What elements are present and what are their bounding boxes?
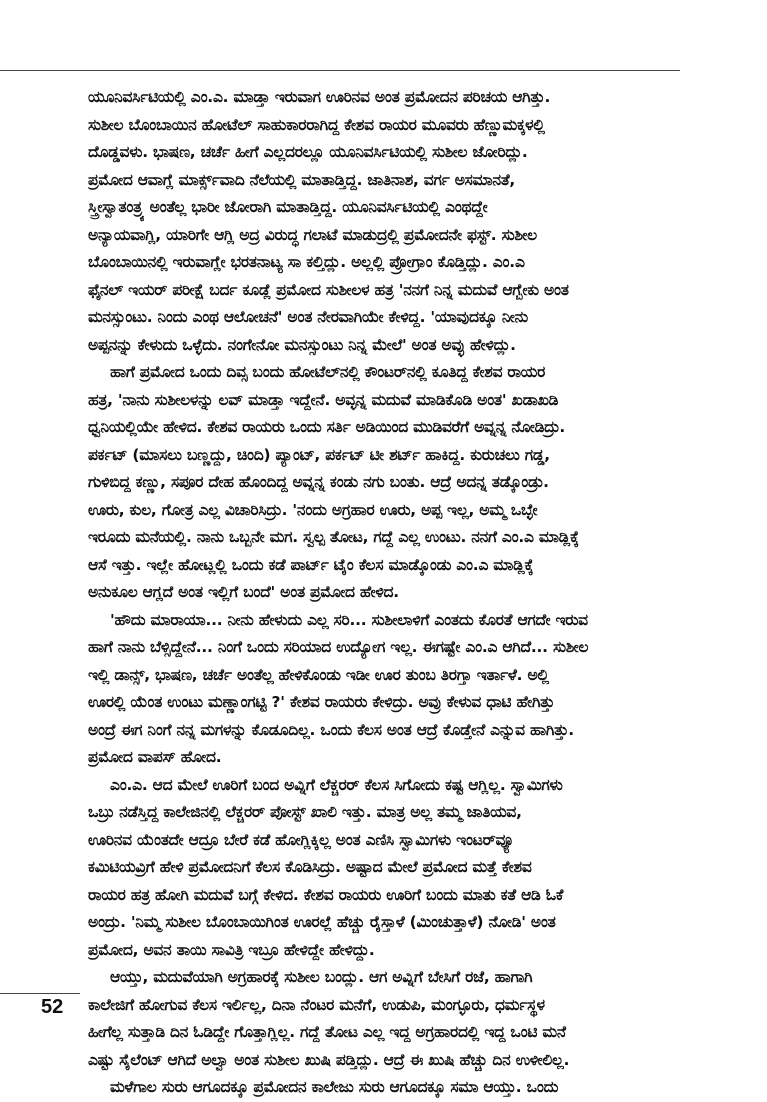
text-line: ಊರಿನವ ಯೆಂತದೇ ಆದ್ರೂ ಬೇರೆ ಕಡೆ ಹೋಗ್ಲಿಕ್ಕಿಲ್ಲ ಅಂತ ಎಣಿಸಿ ಸ್ವಾಮಿಗಳು ಇಂಟರ್‌ವ್ಯೂ (88, 830, 515, 849)
text-line: ಧ್ವನಿಯಲ್ಲಿಯೇ ಹೇಳಿದ. ಕೇಶವ ರಾಯರು ಒಂದು ಸರ್ತಿ ಅಡಿಯಿಂದ ಮುಡಿವರೆಗೆ ಅವ್ನನ್ನ ನೋಡಿದ್ರು. (88, 418, 566, 436)
text-line: ಕಮಿಟಿಯವ್ರಿಗೆ ಹೇಳಿ ಪ್ರಮೋದನಿಗೆ ಕೆಲಸ ಕೊಡಿಸಿದ್ರು. ಅಷ್ಟಾದ ಮೇಲೆ ಪ್ರಮೋದ ಮತ್ತೆ ಕೇಶವ (88, 858, 532, 876)
text-line: ಇರೂದು ಮನೆಯಲ್ಲಿ. ನಾನು ಒಬ್ಬನೇ ಮಗ. ಸ್ವಲ್ಪ ತೋಟ, ಗದ್ದೆ ಎಲ್ಲ ಉಂಟು. ನನಗೆ ಎಂ.ಎ ಮಾಡ್ಲಿಕ್ಕೆ (88, 528, 579, 546)
text-line: ಅಂದ್ರು. 'ನಿಮ್ಮ ಸುಶೀಲ ಬೊಂಬಾಯಿಗಿಂತ ಊರಲ್ಲೆ ಹೆಚ್ಚು ರೈಸ್ತಾಳೆ (ಮಿಂಚುತ್ತಾಳೆ) ನೋಡಿ' ಅಂತ (88, 913, 556, 931)
footer-rule (0, 993, 80, 994)
text-line: ಅಂದ್ರೆ ಈಗ ನಿಂಗೆ ನನ್ನ ಮಗಳನ್ನು ಕೊಡೂದಿಲ್ಲ. ಒಂದು ಕೆಲಸ ಅಂತ ಆದ್ರೆ ಕೊಡ್ತೇನೆ ಎನ್ನುವ ಹಾಗಿತ್ತು. (88, 720, 574, 739)
text-line: ಹೀಗೆಲ್ಲ ಸುತ್ತಾಡಿ ದಿನ ಓಡಿದ್ದೇ ಗೊತ್ತಾಗ್ಲಿಲ್ಲ. ಗದ್ದೆ ತೋಟ ಎಲ್ಲ ಇದ್ದ ಅಗ್ರಹಾರದಲ್ಲಿ ಇದ್ದ ಒಂಟಿ ಮನೆ (88, 1023, 566, 1041)
body-text (88, 84, 680, 1102)
text-line: ಆಯ್ತು, ಮದುವೆಯಾಗಿ ಅಗ್ರಹಾರಕ್ಕೆ ಸುಶೀಲ ಬಂದ್ಲು. ಆಗ ಅವ್ನಿಗೆ ಬೇಸಿಗೆ ರಜೆ, ಹಾಗಾಗಿ (110, 968, 533, 986)
text-line: ಮನಸ್ಸುಂಟು. ನಿಂದು ಎಂಥ ಆಲೋಚನೆ' ಅಂತ ನೇರವಾಗಿಯೇ ಕೇಳಿದ್ದ. 'ಯಾವುದಕ್ಕೂ ನೀನು (88, 308, 528, 326)
text-line: ಆಸೆ ಇತ್ತು. ಇಲ್ಲೇ ಹೋಟ್ಲಲ್ಲಿ ಒಂದು ಕಡೆ ಪಾರ್ಟ್ ಟೈಂ ಕೆಲಸ ಮಾಡ್ಕೊಂಡು ಎಂ.ಎ ಮಾಡ್ಲಿಕ್ಕೆ (88, 555, 534, 574)
text-line: ಊರಲ್ಲಿ ಯೆಂತ ಉಂಟು ಮಣ್ಣಾಂಗಟ್ಟಿ ?' ಕೇಶವ ರಾಯರು ಕೇಳಿದ್ರು. ಅವ್ರು ಕೇಳುವ ಧಾಟಿ ಹೇಗಿತ್ತು (88, 693, 555, 711)
text-line: ಪ್ರಮೋದ ಆವಾಗ್ಲೆ ಮಾರ್ಕ್ಸ್‌ವಾದಿ ನೆಲೆಯಲ್ಲಿ ಮಾತಾಡ್ತಿದ್ದ. ಜಾತಿನಾಶ, ವರ್ಗ ಅಸಮಾನತೆ, (88, 170, 516, 189)
text-line: ಊರು, ಕುಲ, ಗೋತ್ರ ಎಲ್ಲ ವಿಚಾರಿಸಿದ್ರು. 'ನಂದು ಅಗ್ರಹಾರ ಊರು, ಅಪ್ಪ ಇಲ್ಲ, ಅಮ್ಮ ಒಬ್ಳೇ (88, 500, 538, 519)
text-line: ಗುಳಿಬಿದ್ದ ಕಣ್ಣು, ಸಪೂರ ದೇಹ ಹೊಂದಿದ್ದ ಅವ್ನನ್ನ ಕಂಡು ನಗು ಬಂತು. ಆದ್ರೆ ಅದನ್ನ ತಡ್ಕೊಂಡ್ರು. (88, 473, 549, 491)
text-line: ಸುಶೀಲ ಬೊಂಬಾಯಿನ ಹೋಟೆಲ್ ಸಾಹುಕಾರರಾಗಿದ್ದ ಕೇಶವ ರಾಯರ ಮೂವರು ಹೆಣ್ಣುಮಕ್ಕಳಲ್ಲಿ (88, 115, 545, 134)
text-line: ದೊಡ್ಡವಳು. ಭಾಷಣ, ಚರ್ಚೆ ಹೀಗೆ ಎಲ್ಲದರಲ್ಲೂ ಯೂನಿವರ್ಸಿಟಿಯಲ್ಲಿ ಸುಶೀಲ ಜೋರಿದ್ಲು. (88, 143, 528, 161)
page-number: 52 (41, 996, 64, 1018)
top-rule (0, 70, 680, 71)
text-line: ಎಂ.ಎ. ಆದ ಮೇಲೆ ಊರಿಗೆ ಬಂದ ಅವ್ನಿಗೆ ಲೆಕ್ಚರರ್ ಕೆಲಸ ಸಿಗೋದು ಕಷ್ಟ ಆಗ್ಲಿಲ್ಲ. ಸ್ವಾಮಿಗಳು (110, 775, 563, 794)
text-line: 'ಹೌದು ಮಾರಾಯಾ... ನೀನು ಹೇಳುದು ಎಲ್ಲ ಸರಿ... ಸುಶೀಲಾಳಿಗೆ ಎಂತದು ಕೊರತೆ ಆಗದೇ ಇರುವ (110, 610, 588, 629)
text-line: ಹಾಗೆ ನಾನು ಬೆಳ್ಸಿದ್ದೇನೆ... ನಿಂಗೆ ಒಂದು ಸರಿಯಾದ ಉದ್ಯೋಗ ಇಲ್ಲ. ಈಗಷ್ಟೇ ಎಂ.ಎ ಆಗಿದೆ... ಸುಶೀಲ (88, 638, 589, 656)
text-line: ಪರ್ಕಟ್ (ಮಾಸಲು ಬಣ್ಣದ್ದು, ಚಿಂದಿ) ಪ್ಯಾಂಟ್, ಪರ್ಕಟ್ ಟೀ ಶರ್ಟ್ ಹಾಕಿದ್ದ. ಕುರುಚಲು ಗಡ್ಡ, (88, 445, 550, 464)
text-line: ರಾಯರ ಹತ್ರ ಹೋಗಿ ಮದುವೆ ಬಗ್ಗೆ ಕೇಳಿದ. ಕೇಶವ ರಾಯರು ಊರಿಗೆ ಬಂದು ಮಾತು ಕತೆ ಆಡಿ ಓಕೆ (88, 885, 564, 904)
text-line: ಅನ್ಯಾಯವಾಗ್ಲಿ, ಯಾರಿಗೇ ಆಗ್ಲಿ ಅದ್ರ ವಿರುದ್ಧ ಗಲಾಟೆ ಮಾಡುದ್ರಲ್ಲಿ ಪ್ರಮೋದನೇ ಫಸ್ಟ್. ಸುಶೀಲ (88, 225, 537, 244)
text-line: ಬೊಂಬಾಯಿನಲ್ಲಿ ಇರುವಾಗ್ಲೇ ಭರತನಾಟ್ಯ ಸಾ ಕಲ್ತಿದ್ಲು. ಅಲ್ಲಲ್ಲಿ ಪ್ರೋಗ್ರಾಂ ಕೊಡ್ತಿದ್ಲು. ಎಂ.ಎ (88, 253, 525, 271)
text-line: ಎಷ್ಟು ಸೈಲೆಂಟ್ ಆಗಿದೆ ಅಲ್ವಾ ಅಂತ ಸುಶೀಲ ಖುಷಿ ಪಡ್ತಿದ್ಲು. ಆದ್ರೆ ಈ ಖುಷಿ ಹೆಚ್ಚು ದಿನ ಉಳೀಲಿಲ್ಲ. (88, 1050, 570, 1069)
text-line: ಫೈನಲ್ ಇಯರ್ ಪರೀಕ್ಷೆ ಬರ್ದ ಕೂಡ್ಲೆ ಪ್ರಮೋದ ಸುಶೀಲಳ ಹತ್ರ 'ನನಗೆ ನಿನ್ನ ಮದುವೆ ಆಗ್ಬೇಕು ಅಂತ (88, 280, 569, 299)
text-line: ಅಪ್ಪನನ್ನು ಕೇಳುದು ಒಳ್ಳೆದು. ನಂಗೇನೋ ಮನಸ್ಸುಂಟು ನಿನ್ನ ಮೇಲೆ' ಅಂತ ಅವ್ಳು ಹೇಳಿದ್ಲು. (88, 335, 516, 354)
text-line: ಮಳೆಗಾಲ ಸುರು ಆಗೂದಕ್ಕೂ ಪ್ರಮೋದನ ಕಾಲೇಜು ಸುರು ಆಗೂದಕ್ಕೂ ಸಮಾ ಆಯ್ತು. ಒಂದು (110, 1078, 559, 1096)
text-line: ಸ್ತ್ರೀಸ್ವಾತಂತ್ರ್ಯ ಅಂತೆಲ್ಲ ಭಾರೀ ಜೋರಾಗಿ ಮಾತಾಡ್ತಿದ್ದ. ಯೂನಿವರ್ಸಿಟಿಯಲ್ಲಿ ಎಂಥದ್ದೇ (88, 198, 488, 216)
text-line: ಹಾಗೆ ಪ್ರಮೋದ ಒಂದು ದಿವ್ಸ ಬಂದು ಹೋಟೆಲ್‌ನಲ್ಲಿ ಕೌಂಟರ್‌ನಲ್ಲಿ ಕೂತಿದ್ದ ಕೇಶವ ರಾಯರ (110, 363, 546, 381)
text-line: ಕಾಲೇಜಿಗೆ ಹೋಗುವ ಕೆಲಸ ಇರ್ಲಿಲ್ಲ, ದಿನಾ ನೆಂಟರ ಮನೆಗೆ, ಉಡುಪಿ, ಮಂಗ್ಳೂರು, ಧರ್ಮಸ್ಥಳ (88, 995, 545, 1014)
text-line: ಯೂನಿವರ್ಸಿಟಿಯಲ್ಲಿ ಎಂ.ಎ. ಮಾಡ್ತಾ ಇರುವಾಗ ಊರಿನವ ಅಂತ ಪ್ರಮೋದನ ಪರಿಚಯ ಆಗಿತ್ತು. (88, 88, 551, 106)
text-line: ಪ್ರಮೋದ, ಅವನ ತಾಯಿ ಸಾವಿತ್ರಿ ಇಬ್ರೂ ಹೇಳಿದ್ದೇ ಹೇಳಿದ್ದು. (88, 940, 375, 959)
text-line: ಒಬ್ರು ನಡೆಸ್ತಿದ್ದ ಕಾಲೇಜಿನಲ್ಲಿ ಲೆಕ್ಚರರ್ ಪೋಸ್ಟ್ ಖಾಲಿ ಇತ್ತು. ಮಾತ್ರ ಅಲ್ಲ ತಮ್ಮ ಜಾತಿಯವ, (88, 803, 522, 821)
text-line: ಇಲ್ಲಿ ಡಾನ್ಸ್, ಭಾಷಣ, ಚರ್ಚೆ ಅಂತೆಲ್ಲ ಹೇಳಿಕೊಂಡು ಇಡೀ ಊರ ತುಂಬ ತಿರಗ್ತಾ ಇರ್ತಾಳೆ. ಅಲ್ಲಿ (88, 665, 549, 684)
text-line: ಪ್ರಮೋದ ವಾಪಸ್ ಹೋದ. (88, 748, 222, 766)
text-line: ಅನುಕೂಲ ಆಗ್ಲದೆ ಅಂತ ಇಲ್ಲಿಗೆ ಬಂದೆ' ಅಂತ ಪ್ರಮೋದ ಹೇಳಿದ. (88, 583, 399, 601)
text-line: ಹತ್ರ, 'ನಾನು ಸುಶೀಲಳನ್ನು ಲವ್ ಮಾಡ್ತಾ ಇದ್ದೇನೆ. ಅವ್ಳನ್ನ ಮದುವೆ ಮಾಡಿಕೊಡಿ ಅಂತ' ಖಡಾಖಡಿ (88, 390, 559, 409)
